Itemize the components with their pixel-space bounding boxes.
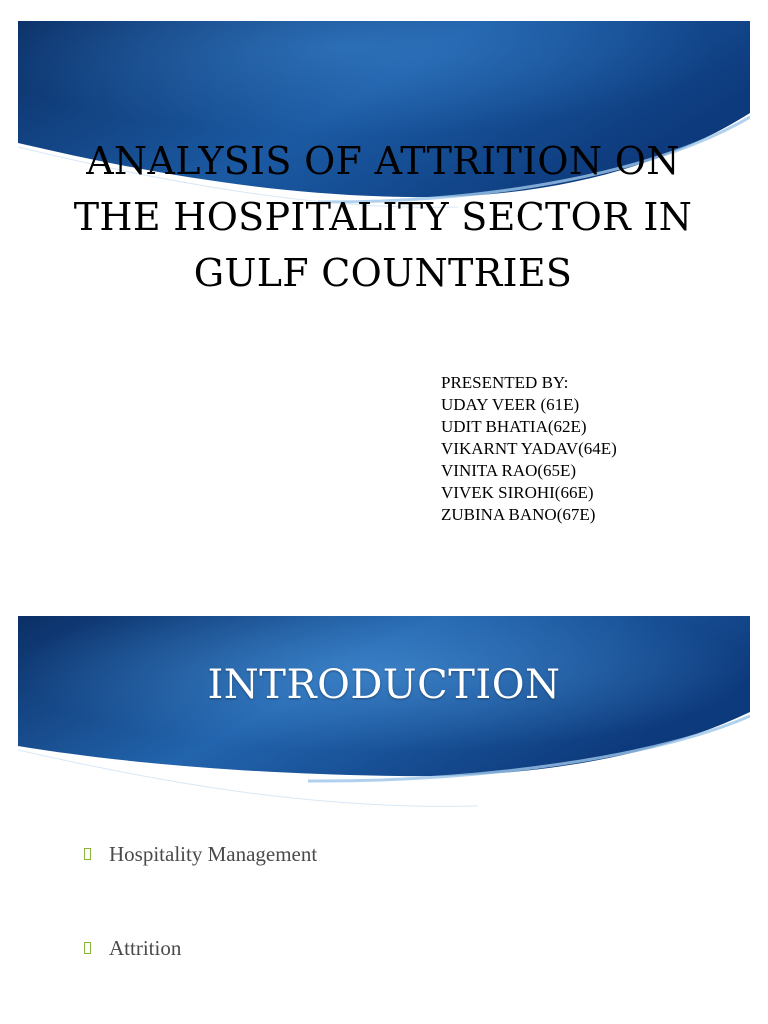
section-title: INTRODUCTION [207,662,561,708]
hollow-rectangle-icon [84,848,91,860]
bullet-list [84,842,317,960]
presenter-list [441,372,617,526]
list-item-label: Hospitality Management [109,841,318,866]
list-item [84,842,317,866]
presenter-item: UDAY VEER (61E) [441,395,580,414]
slide-banner [18,616,750,816]
presenter-item: VIVEK SIROHI(66E) [441,483,594,502]
list-item-label: Attrition [109,935,182,960]
presenter-item: ZUBINA BANO(67E) [441,505,596,524]
presenter-item: VIKARNT YADAV(64E) [441,439,617,458]
presenter-item: UDIT BHATIA(62E) [441,417,587,436]
list-item [84,936,317,960]
banner-graphic [18,616,750,816]
presenter-item: VINITA RAO(65E) [441,461,577,480]
introduction-slide [18,616,750,1010]
title-slide [18,21,750,573]
presenter-heading: PRESENTED BY: [441,373,569,392]
hollow-rectangle-icon [84,942,91,954]
page-title: ANALYSIS OF ATTRITION ON THE HOSPITALITY SECTOR IN GULF COUNTRIES [73,139,693,295]
